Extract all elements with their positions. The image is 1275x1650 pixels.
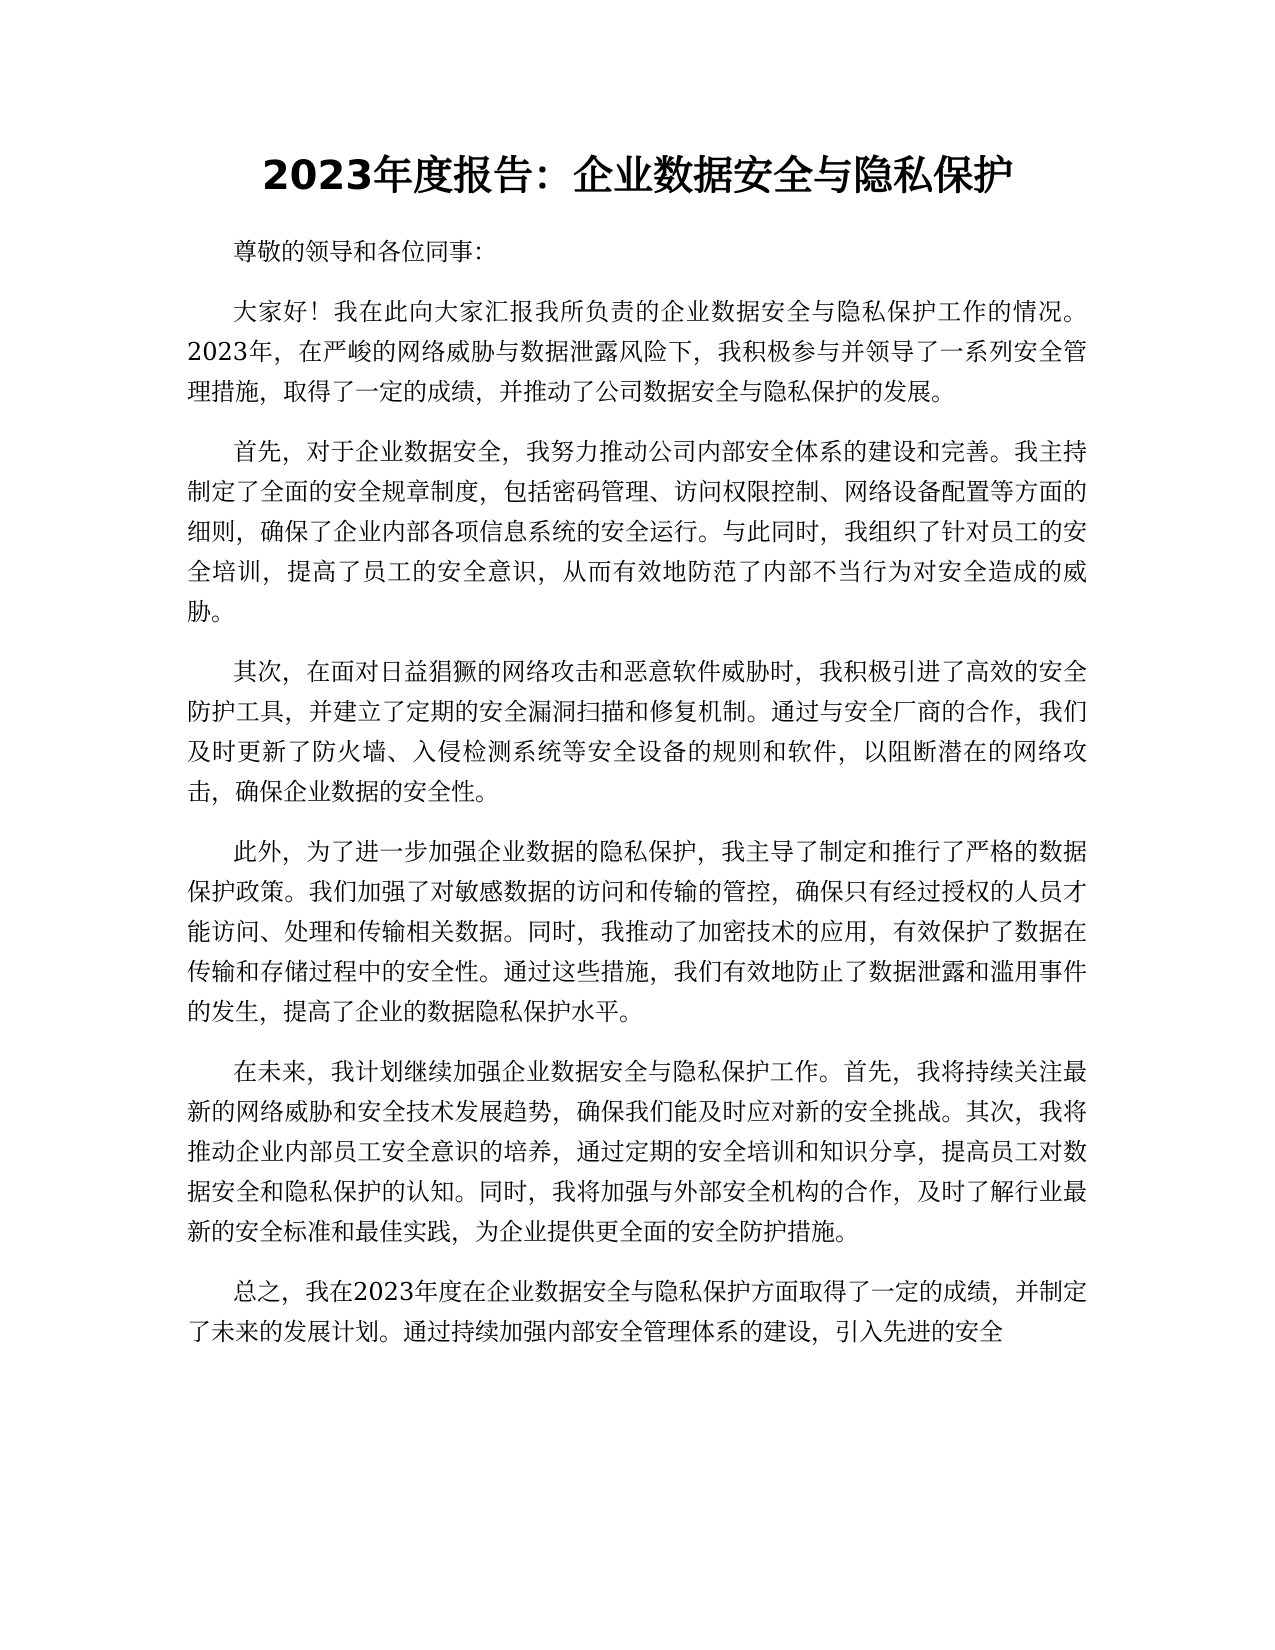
document-body xyxy=(187,232,1087,1372)
paragraph-intro: 大家好！我在此向大家汇报我所负责的企业数据安全与隐私保护工作的情况。2023年，在严峻的网络威胁与数据泄露风险下，我积极参与并领导了一系列安全管理措施，取得了一定的成绩，并推动了公司数据安全与隐私保护的发展。 xyxy=(187,298,1087,406)
paragraph-network-attacks: 其次，在面对日益猖獗的网络攻击和恶意软件威胁时，我积极引进了高效的安全防护工具，并建立了定期的安全漏洞扫描和修复机制。通过与安全厂商的合作，我们及时更新了防火墙、入侵检测系统等安全设备的规则和软件，以阻断潜在的网络攻击，确保企业数据的安全性。 xyxy=(187,658,1087,806)
salutation: 尊敬的领导和各位同事： xyxy=(233,238,497,266)
document-title: 2023年度报告：企业数据安全与隐私保护 xyxy=(261,153,1014,199)
paragraph-summary: 总之，我在2023年度在企业数据安全与隐私保护方面取得了一定的成绩，并制定了未来的发展计划。通过持续加强内部安全管理体系的建设，引入先进的安全 xyxy=(187,1278,1087,1346)
paragraph-privacy-protection: 此外，为了进一步加强企业数据的隐私保护，我主导了制定和推行了严格的数据保护政策。我们加强了对敏感数据的访问和传输的管控，确保只有经过授权的人员才能访问、处理和传输相关数据。同时，我推动了加密技术的应用，有效保护了数据在传输和存储过程中的安全性。通过这些措施，我们有效地防止了数据泄露和滥用事件的发生，提高了企业的数据隐私保护水平。 xyxy=(187,838,1087,1026)
paragraph-data-security: 首先，对于企业数据安全，我努力推动公司内部安全体系的建设和完善。我主持制定了全面的安全规章制度，包括密码管理、访问权限控制、网络设备配置等方面的细则，确保了企业内部各项信息系统的安全运行。与此同时，我组织了针对员工的安全培训，提高了员工的安全意识，从而有效地防范了内部不当行为对安全造成的威胁。 xyxy=(187,438,1087,626)
paragraph-future-plans: 在未来，我计划继续加强企业数据安全与隐私保护工作。首先，我将持续关注最新的网络威胁和安全技术发展趋势，确保我们能及时应对新的安全挑战。其次，我将推动企业内部员工安全意识的培养，通过定期的安全培训和知识分享，提高员工对数据安全和隐私保护的认知。同时，我将加强与外部安全机构的合作，及时了解行业最新的安全标准和最佳实践，为企业提供更全面的安全防护措施。 xyxy=(187,1058,1087,1246)
